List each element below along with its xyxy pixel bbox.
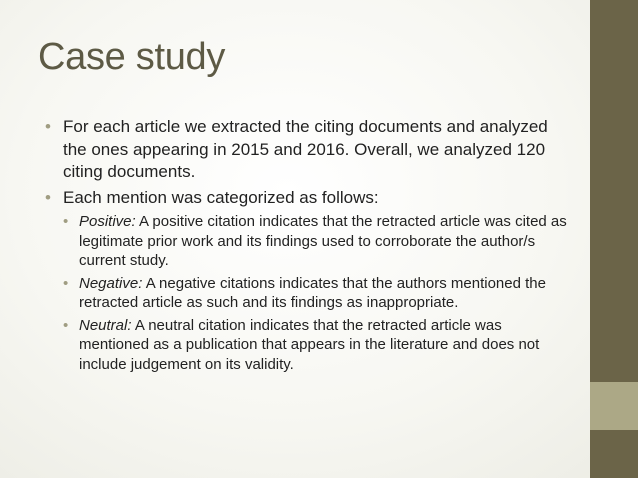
slide-content [45,116,575,377]
category-description: A negative citations indicates that the authors mentioned the retracted article as such and its findings as inappropriate. [79,274,546,311]
sub-bullet-item [63,212,575,271]
category-term: Positive: [79,213,136,230]
bullet-marker: • [45,187,51,207]
category-term: Neutral: [79,316,132,334]
sidebar-accent-block [590,382,638,430]
bullet-marker: • [63,213,69,230]
bullet-marker: • [63,274,69,292]
bullet-item [45,116,575,184]
bullet-marker: • [63,316,69,334]
bullet-text: For each article we extracted the citing documents and analyzed the ones appearing in 2015 and 2016. Overall, we analyzed 120 citing documents. [63,117,548,181]
slide-title: Case study [38,36,226,78]
sub-bullet-item [63,274,575,313]
category-description: A positive citation indicates that the retracted article was cited as legitimate prior work and its findings used to corroborate the author/s current study. [79,213,567,269]
bullet-text: Each mention was categorized as follows: [63,187,379,207]
category-description: A neutral citation indicates that the retracted article was mentioned as a publication that appears in the literature and does not include judgement on its validity. [79,316,540,373]
bullet-marker: • [45,117,51,136]
sub-bullet-list [63,212,575,374]
category-term: Negative: [79,274,143,292]
sub-bullet-item [63,316,575,375]
bullet-item [45,187,575,210]
